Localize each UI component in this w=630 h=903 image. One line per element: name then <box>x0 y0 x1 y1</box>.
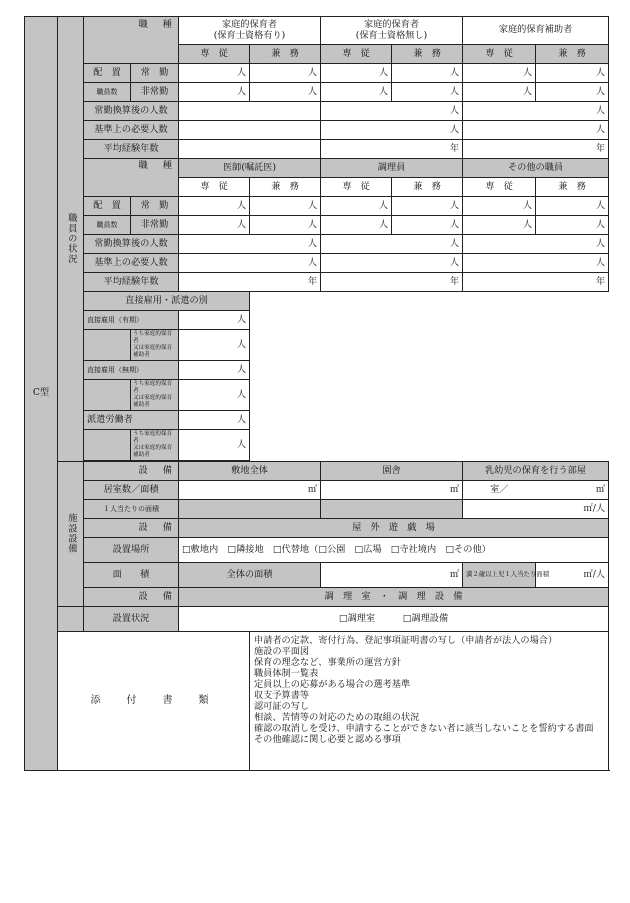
count-cell[interactable]: 人 <box>250 197 321 216</box>
sub-caregiver-label: うち家庭的保育者 又は家庭的保育補助者 <box>131 429 179 460</box>
blank-cell[interactable] <box>179 140 321 159</box>
site-total-header: 敷地全体 <box>179 461 321 480</box>
room-area-label: 居室数／面積 <box>84 480 179 499</box>
kitchen-header: 調 理 室 ・ 調 理 設 備 <box>179 587 609 606</box>
count-cell[interactable]: 人 <box>179 216 250 235</box>
staff-section-label: 職員の状況 <box>58 17 84 462</box>
job-header-doctor: 医師(嘱託医) <box>179 159 321 178</box>
direct-fixed-term-label: 直接雇用（有期） <box>84 311 179 330</box>
full-time-header: 専 従 <box>463 178 536 197</box>
attachment-item: 定員以上の応募がある場合の選考基準 <box>254 678 411 690</box>
status-label: 設置状況 <box>84 606 179 631</box>
count-cell[interactable]: 人 <box>250 64 321 83</box>
count-cell[interactable]: 人 <box>179 330 250 361</box>
count-cell[interactable]: 人 <box>463 83 536 102</box>
converted-count-label: 常勤換算後の人数 <box>84 102 179 121</box>
site-area-cell[interactable]: ㎡ <box>179 480 321 499</box>
job-header-home-caregiver-licensed: 家庭的保育者 (保育士資格有り) <box>179 17 321 45</box>
kitchen-options[interactable]: □調理室 □調理設備 <box>179 606 609 631</box>
equipment-label: 設 備 <box>84 587 179 606</box>
count-cell[interactable]: 人 <box>179 83 250 102</box>
blank-cell[interactable] <box>179 102 321 121</box>
count-cell[interactable]: 人 <box>321 102 463 121</box>
experience-label: 平均経験年数 <box>84 140 179 159</box>
equipment-label: 設 備 <box>84 518 179 537</box>
count-cell[interactable]: 人 <box>321 121 463 140</box>
attachment-item: 相談、苦情等の対応のための取組の状況 <box>254 712 420 724</box>
placement-label: 配 置 <box>84 64 131 83</box>
attachments-label: 添 付 書 類 <box>58 631 250 770</box>
direct-permanent-label: 直接雇用（無期） <box>84 360 179 379</box>
count-cell[interactable]: 人 <box>463 216 536 235</box>
count-cell[interactable]: 人 <box>250 216 321 235</box>
count-cell[interactable]: 人 <box>321 64 392 83</box>
full-time-header: 専 従 <box>179 45 250 64</box>
total-area-label: 全体の面積 <box>179 562 321 587</box>
count-cell[interactable]: 人 <box>321 254 463 273</box>
staff-count-label: 職員数 <box>84 83 131 102</box>
full-time-header: 専 従 <box>463 45 536 64</box>
required-count-label: 基準上の必要人数 <box>84 254 179 273</box>
count-cell[interactable]: 人 <box>463 64 536 83</box>
years-cell[interactable]: 年 <box>321 140 463 159</box>
room-count-cell[interactable]: 室／ <box>463 480 536 499</box>
playground-header: 屋 外 遊 戯 場 <box>179 518 609 537</box>
employment-title: 直接雇用・派遣の別 <box>84 292 250 311</box>
job-header-home-caregiver-unlicensed: 家庭的保育者 (保育士資格無し) <box>321 17 463 45</box>
count-cell[interactable]: 人 <box>392 83 463 102</box>
count-cell[interactable]: 人 <box>179 429 250 460</box>
count-cell[interactable]: 人 <box>321 197 392 216</box>
count-cell[interactable]: 人 <box>179 254 321 273</box>
non-regular-label: 非常勤 <box>131 216 179 235</box>
count-cell[interactable]: 人 <box>179 197 250 216</box>
converted-count-label: 常勤換算後の人数 <box>84 235 179 254</box>
count-cell[interactable]: 人 <box>321 216 392 235</box>
location-label: 設置場所 <box>84 537 179 562</box>
total-area-cell[interactable]: ㎡ <box>321 562 463 587</box>
staff-facility-table <box>24 16 609 771</box>
room-area-cell[interactable]: ㎡ <box>536 480 609 499</box>
non-regular-label: 非常勤 <box>131 83 179 102</box>
building-area-cell[interactable]: ㎡ <box>321 480 463 499</box>
count-cell[interactable]: 人 <box>179 360 250 379</box>
dual-role-header: 兼 務 <box>250 178 321 197</box>
equipment-label: 設 備 <box>84 461 179 480</box>
full-time-header: 専 従 <box>321 45 392 64</box>
attachment-item: 職員体制一覧表 <box>254 667 319 679</box>
application-form-sheet <box>24 16 608 771</box>
over2-per-person-label: 満２歳以上児１人当たり面積 <box>463 562 536 587</box>
regular-label: 常 勤 <box>131 197 179 216</box>
dispatched-label: 派遣労働者 <box>84 410 179 429</box>
count-cell[interactable]: 人 <box>463 254 609 273</box>
area-label: 面 積 <box>84 562 179 587</box>
facility-section-label: 施設設備 <box>58 461 84 606</box>
job-header-assistant: 家庭的保育補助者 <box>463 17 609 45</box>
job-type-label: 職 種 <box>84 159 179 197</box>
count-cell[interactable]: 人 <box>392 197 463 216</box>
sub-caregiver-label: うち家庭的保育者 又は家庭的保育補助者 <box>131 379 179 410</box>
staff-count-label: 職員数 <box>84 216 131 235</box>
years-cell[interactable]: 年 <box>463 140 609 159</box>
count-cell[interactable]: 人 <box>179 311 250 330</box>
full-time-header: 専 従 <box>179 178 250 197</box>
dual-role-header: 兼 務 <box>392 45 463 64</box>
attachment-item: 施設の平面図 <box>254 645 310 657</box>
building-header: 園舎 <box>321 461 463 480</box>
count-cell[interactable]: 人 <box>179 64 250 83</box>
attachment-item: 申請者の定款、寄付行為、登記事項証明書の写し（申請者が法人の場合） <box>254 634 558 646</box>
count-cell[interactable]: 人 <box>463 235 609 254</box>
attachment-item: 確認の取消しを受け、申請することができない者に該当しないことを誓約する書面 <box>254 723 594 735</box>
dual-role-header: 兼 務 <box>536 178 609 197</box>
count-cell[interactable]: 人 <box>463 121 609 140</box>
count-cell[interactable]: 人 <box>536 83 609 102</box>
type-label: C型 <box>25 17 58 771</box>
years-cell[interactable]: 年 <box>463 273 609 292</box>
job-header-other: その他の職員 <box>463 159 609 178</box>
count-cell[interactable]: 人 <box>321 83 392 102</box>
count-cell[interactable]: 人 <box>321 235 463 254</box>
count-cell[interactable]: 人 <box>392 64 463 83</box>
dual-role-header: 兼 務 <box>392 178 463 197</box>
over2-area-cell[interactable]: ㎡/人 <box>536 562 609 587</box>
required-count-label: 基準上の必要人数 <box>84 121 179 140</box>
dual-role-header: 兼 務 <box>250 45 321 64</box>
count-cell[interactable]: 人 <box>463 197 536 216</box>
location-options[interactable]: □敷地内 □隣接地 □代替地（□公園 □広場 □寺社境内 □その他） <box>179 537 609 562</box>
attachment-item: 保育の理念など、事業所の運営方針 <box>254 656 401 668</box>
count-cell[interactable]: 人 <box>536 216 609 235</box>
count-cell[interactable]: 人 <box>463 102 609 121</box>
attachments-list <box>250 631 609 770</box>
count-cell[interactable]: 人 <box>179 379 250 410</box>
count-cell[interactable]: 人 <box>536 64 609 83</box>
years-cell[interactable]: 年 <box>179 273 321 292</box>
job-header-cook: 調理員 <box>321 159 463 178</box>
count-cell[interactable]: 人 <box>392 216 463 235</box>
attachment-item: 収支予算書等 <box>254 689 310 701</box>
full-time-header: 専 従 <box>321 178 392 197</box>
job-type-label: 職 種 <box>84 17 179 64</box>
count-cell[interactable]: 人 <box>536 197 609 216</box>
per-person-area-cell[interactable]: ㎡/人 <box>463 499 609 518</box>
years-cell[interactable]: 年 <box>321 273 463 292</box>
per-person-area-label: １人当たりの面積 <box>84 499 179 518</box>
attachment-item: その他確認に関し必要と認める事項 <box>254 734 401 746</box>
count-cell[interactable]: 人 <box>179 235 321 254</box>
nursery-room-header: 乳幼児の保育を行う部屋 <box>463 461 609 480</box>
sub-caregiver-label: うち家庭的保育者 又は家庭的保育補助者 <box>131 330 179 361</box>
experience-label: 平均経験年数 <box>84 273 179 292</box>
dual-role-header: 兼 務 <box>536 45 609 64</box>
count-cell[interactable]: 人 <box>179 410 250 429</box>
placement-label: 配 置 <box>84 197 131 216</box>
count-cell[interactable]: 人 <box>250 83 321 102</box>
regular-label: 常 勤 <box>131 64 179 83</box>
attachment-item: 認可証の写し <box>254 701 310 712</box>
blank-cell[interactable] <box>179 121 321 140</box>
